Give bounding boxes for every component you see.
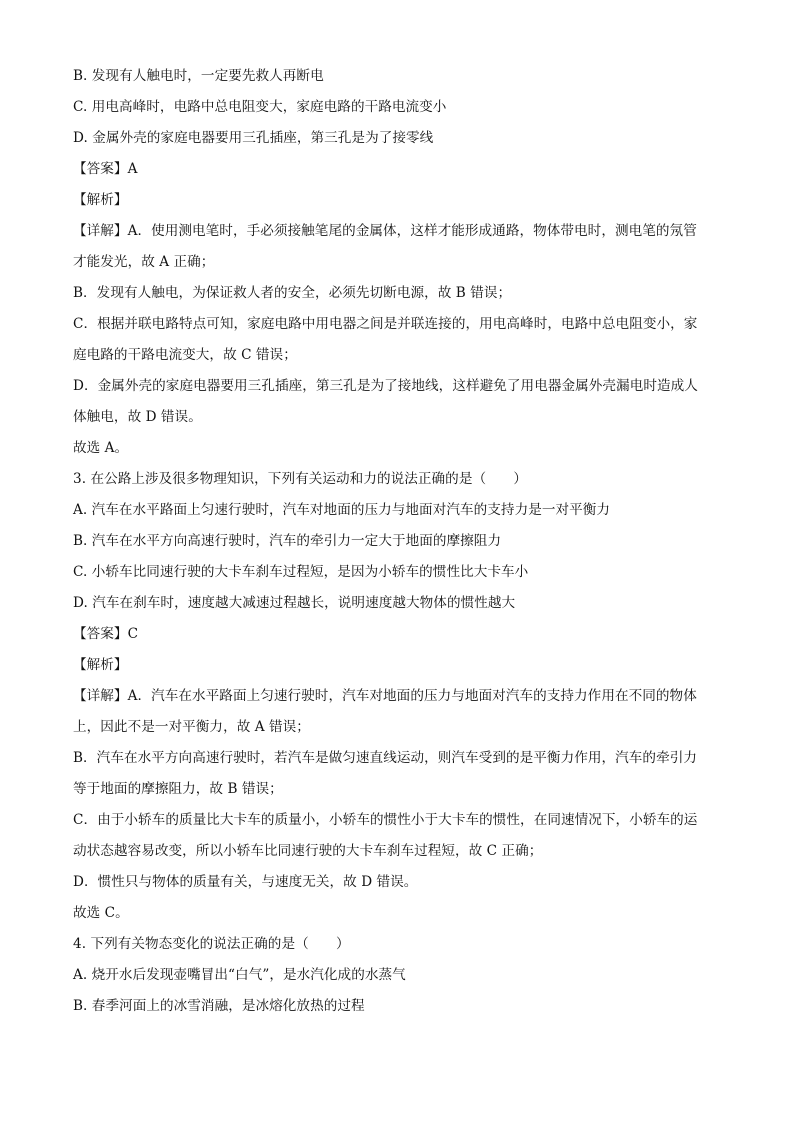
explanation-line: 体触电，故 D 错误。 <box>73 409 202 425</box>
explanation-line: C．根据并联电路特点可知，家庭电路中用电器之间是并联连接的，用电高峰时，电路中总电阻变小，家 <box>73 316 698 332</box>
q3-option-b: B. 汽车在水平方向高速行驶时，汽车的牵引力一定大于地面的摩擦阻力 <box>73 533 502 549</box>
option-d-line: D. 金属外壳的家庭电器要用三孔插座，第三孔是为了接零线 <box>73 130 434 146</box>
explanation-line: 庭电路的干路电流变大，故 C 错误； <box>73 347 297 363</box>
explanation-line: 才能发光，故 A 正确； <box>73 254 215 270</box>
answer-label: 【答案】C <box>73 626 139 642</box>
explanation-line: 上，因此不是一对平衡力，故 A 错误； <box>73 719 310 735</box>
q4-option-b: B. 春季河面上的冰雪消融，是冰熔化放热的过程 <box>73 998 365 1014</box>
answer-label: 【答案】A <box>73 161 138 177</box>
question-4-stem: 4. 下列有关物态变化的说法正确的是（ ） <box>73 936 350 952</box>
conclusion-line: 故选 A。 <box>73 440 129 456</box>
explanation-line: 【详解】A．使用测电笔时，手必须接触笔尾的金属体，这样才能形成通路，物体带电时，测电笔的氖管 <box>73 223 697 239</box>
explanation-line: B．汽车在水平方向高速行驶时，若汽车是做匀速直线运动，则汽车受到的是平衡力作用，汽车的牵引力 <box>73 750 698 766</box>
explanation-line: 动状态越容易改变，所以小轿车比同速行驶的大卡车刹车过程短，故 C 正确； <box>73 843 543 859</box>
explanation-line: 【详解】A．汽车在水平路面上匀速行驶时，汽车对地面的压力与地面对汽车的支持力作用在不同的物体 <box>73 688 697 704</box>
q3-option-a: A. 汽车在水平路面上匀速行驶时，汽车对地面的压力与地面对汽车的支持力是一对平衡力 <box>73 502 611 518</box>
option-c-line: C. 用电高峰时，电路中总电阻变大，家庭电路的干路电流变小 <box>73 99 447 115</box>
explanation-line: D．金属外壳的家庭电器要用三孔插座，第三孔是为了接地线，这样避免了用电器金属外壳漏电时造成人 <box>73 378 698 394</box>
q3-option-d: D. 汽车在刹车时，速度越大减速过程越长，说明速度越大物体的惯性越大 <box>73 595 516 611</box>
option-b-line: B. 发现有人触电时，一定要先救人再断电 <box>73 68 324 84</box>
explanation-line: B．发现有人触电，为保证救人者的安全，必须先切断电源，故 B 错误； <box>73 285 512 301</box>
analysis-label: 【解析】 <box>73 192 128 208</box>
q3-option-c: C. 小轿车比同速行驶的大卡车刹车过程短，是因为小轿车的惯性比大卡车小 <box>73 564 529 580</box>
explanation-line: 等于地面的摩擦阻力，故 B 错误； <box>73 781 283 797</box>
q4-option-a: A. 烧开水后发现壶嘴冒出“白气”，是水汽化成的水蒸气 <box>73 967 406 983</box>
analysis-label: 【解析】 <box>73 657 128 673</box>
conclusion-line: 故选 C。 <box>73 905 129 921</box>
explanation-line: C．由于小轿车的质量比大卡车的质量小，小轿车的惯性小于大卡车的惯性，在同速情况下，小轿车的运 <box>73 812 698 828</box>
explanation-line: D．惯性只与物体的质量有关，与速度无关，故 D 错误。 <box>73 874 418 890</box>
question-3-stem: 3. 在公路上涉及很多物理知识，下列有关运动和力的说法正确的是（ ） <box>73 471 528 487</box>
